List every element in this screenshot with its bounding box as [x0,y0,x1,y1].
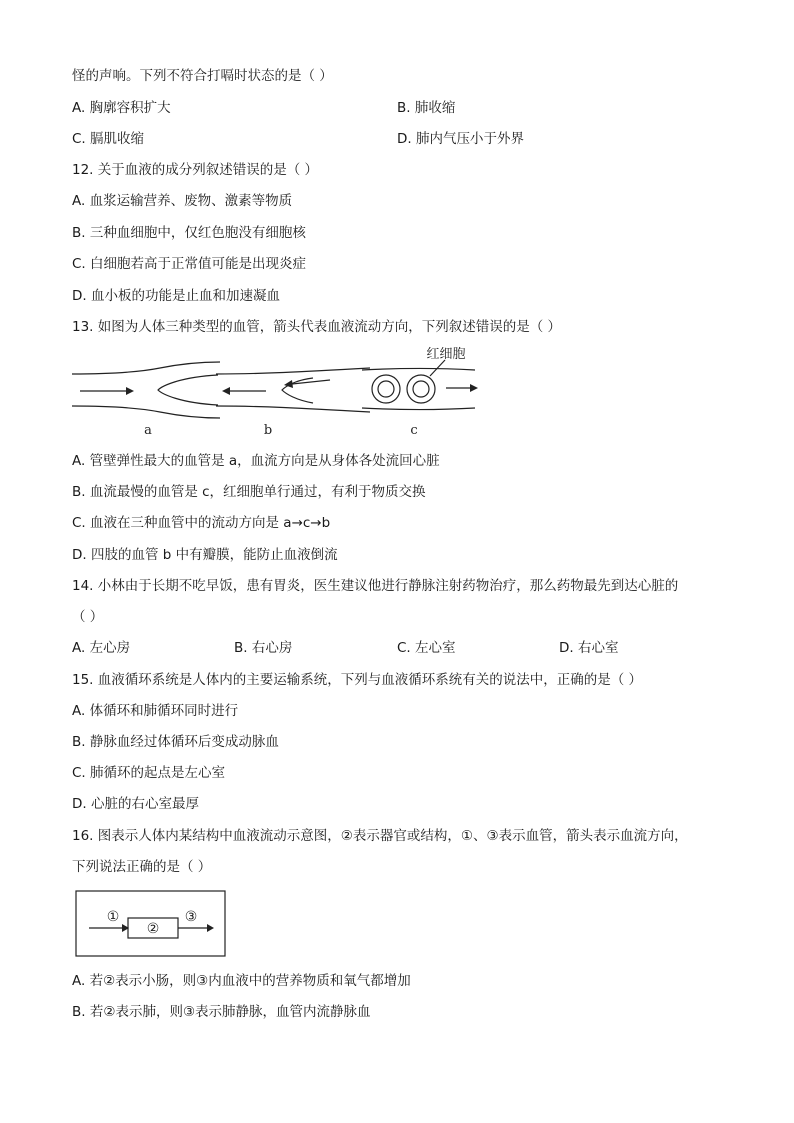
q12-option-a: A. 血浆运输营养、废物、激素等物质 [72,193,293,209]
q13-option-a: A. 管壁弹性最大的血管是 a，血流方向是从身体各处流回心脏 [72,453,440,469]
q16-option-a: A. 若②表示小肠，则③内血液中的营养物质和氧气都增加 [72,973,411,989]
q13-label-c: c [410,423,418,438]
q16-label-1: ① [106,909,120,925]
q13-option-c: C. 血液在三种血管中的流动方向是 a→c→b [72,515,331,531]
q13-blood-vessel-figure [70,342,490,442]
q12-stem: 12. 关于血液的成分列叙述错误的是（ ） [72,162,319,178]
q16-label-3: ③ [184,909,198,925]
q15-option-b: B. 静脉血经过体循环后变成动脉血 [72,734,279,750]
q13-label-a: a [144,423,152,438]
q11-option-a: A. 胸廓容积扩大 [72,100,171,116]
q16-stem-line1: 16. 图表示人体内某结构中血液流动示意图，②表示器官或结构，①、③表示血管，箭头表示血流方向， [72,828,688,844]
q16-option-b: B. 若②表示肺，则③表示肺静脉，血管内流静脉血 [72,1004,371,1020]
q15-option-c: C. 肺循环的起点是左心室 [72,765,226,781]
q14-option-b: B. 右心房 [234,640,293,656]
q14-option-d: D. 右心室 [559,640,619,656]
q11-option-d: D. 肺内气压小于外界 [397,131,524,147]
q13-label-b: b [263,423,273,438]
q14-stem-line1: 14. 小林由于长期不吃早饭，患有胃炎，医生建议他进行静脉注射药物治疗，那么药物最先到达心脏的 [72,578,679,594]
q12-option-c: C. 白细胞若高于正常值可能是出现炎症 [72,256,307,272]
q13-option-b: B. 血流最慢的血管是 c，红细胞单行通过，有利于物质交换 [72,484,426,500]
q13-label-red-blood-cell: 红细胞 [426,347,466,362]
q16-blood-flow-figure [75,890,227,958]
q15-option-d: D. 心脏的右心室最厚 [72,796,199,812]
q14-option-c: C. 左心室 [397,640,456,656]
q16-stem-line2: 下列说法正确的是（ ） [72,859,212,875]
q13-option-d: D. 四肢的血管 b 中有瓣膜，能防止血液倒流 [72,547,338,563]
q12-option-b: B. 三种血细胞中，仅红色胞没有细胞核 [72,225,306,241]
q15-stem: 15. 血液循环系统是人体内的主要运输系统，下列与血液循环系统有关的说法中，正确的是（ ） [72,672,643,688]
q11-stem-tail: 怪的声响。下列不符合打嗝时状态的是（ ） [72,68,333,84]
q11-option-c: C. 膈肌收缩 [72,131,145,147]
q13-stem: 13. 如图为人体三种类型的血管，箭头代表血液流动方向，下列叙述错误的是（ ） [72,319,562,335]
q15-option-a: A. 体循环和肺循环同时进行 [72,703,239,719]
q11-option-b: B. 肺收缩 [397,100,456,116]
q16-label-2: ② [146,921,160,937]
q12-option-d: D. 血小板的功能是止血和加速凝血 [72,288,280,304]
q14-option-a: A. 左心房 [72,640,131,656]
q14-stem-line2: （ ） [72,609,104,625]
